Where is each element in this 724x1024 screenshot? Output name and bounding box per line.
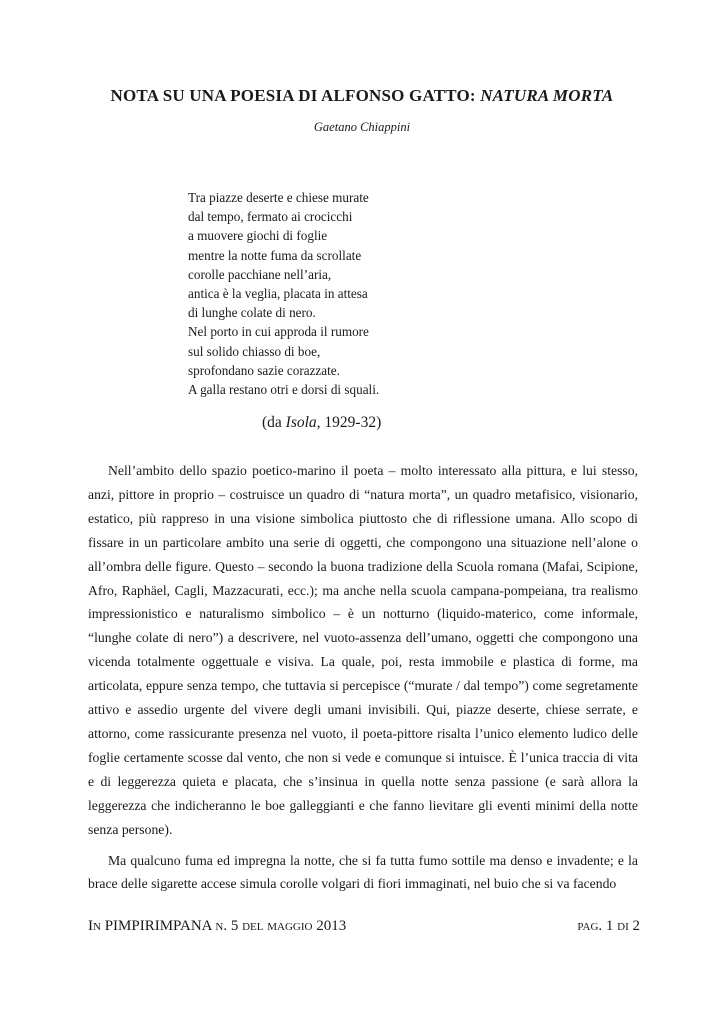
poem-line: Nel porto in cui approda il rumore: [188, 324, 369, 340]
author-name: Gaetano Chiappini: [313, 120, 411, 134]
page-footer: [88, 918, 640, 935]
document-title: [0, 86, 724, 106]
poem-source: [262, 414, 381, 432]
poem-line: mentre la notte fuma da scrollate: [188, 247, 362, 263]
poem-line: dal tempo, fermato ai crocicchi: [188, 209, 353, 225]
title-main: NOTA SU UNA POESIA DI ALFONSO GATTO:: [110, 86, 481, 105]
source-title: Isola: [285, 414, 317, 431]
poem-block: [188, 188, 508, 399]
poem-line: Tra piazze deserte e chiese murate: [188, 190, 369, 205]
title-italic: NATURA MORTA: [480, 86, 614, 105]
poem-line: antica è la veglia, placata in attesa: [188, 286, 368, 302]
source-prefix: (da: [262, 414, 286, 431]
poem-line: a muovere giochi di foglie: [188, 228, 328, 244]
poem-line: di lunghe colate di nero.: [188, 305, 316, 321]
footer-publication: In PIMPIRIMPANA n. 5 del maggio 2013: [88, 918, 347, 934]
poem-line: A galla restano otri e dorsi di squali.: [188, 382, 380, 398]
poem-line: sul solido chiasso di boe,: [188, 343, 321, 359]
poem-line: corolle pacchiane nell’aria,: [188, 266, 332, 282]
footer-page-number: pag. 1 di 2: [577, 918, 640, 934]
poem-line: sprofondano sazie corazzate.: [188, 362, 340, 378]
paragraph: Ma qualcuno fuma ed impregna la notte, che si fa tutta fumo sottile ma denso e invadente; e la brace delle sigarette accese simula corolle volgari di fiori immaginati, nel buio che si va facendo: [88, 852, 638, 892]
paragraph: Nell’ambito dello spazio poetico-marino il poeta – molto interessato alla pittura, e lui stesso, anzi, pittore in proprio – costruisce un quadro di “natura morta”, un quadro metafisico, visionario, estatico, più rappreso in una visione simbolica piuttosto che di riflessione umana. Allo scopo di fissare in un particolare ambito una serie di oggetti, che compongono una situazione nell’alone o all’ombra delle figure. Questo – secondo la buona tradizione della Scuola romana (Mafai, Scipione, Afro, Raphäel, Cagli, Mazzacurati, ecc.); ma anche nella scuola campana-pompeiana, tra realismo impressionistico e naturalismo simbolico – è un notturno (liquido-materico, come informale, “lunghe colate di nero”) a descrivere, nel vuoto-assenza dell’umano, oggetti che compongono una vicenda totalmente oggettuale e visiva. La quale, poi, resta immobile e plastica di forme, ma articolata, eppure senza tempo, che tuttavia si percepisce (“murate / dal tempo”) come segretamente attivo e assedio urgente del vivere degli umani invisibili. Qui, piazze deserte, chiese serrate, e attorno, come rassicurante presenza nel vuoto, il poeta-pittore risalta l’unico elemento ludico delle foglie certamente scosse dal vento, che non si vede e comunque si intuisce. È l’unica traccia di vita e di leggerezza quieta e placata, che s’insinua in quella notte senza passione (e sarà allora la leggerezza che indicheranno le boe galleggianti e che fanno lievitare gli eventi minimi della notte senza persone).: [88, 463, 638, 837]
source-suffix: , 1929-32): [316, 414, 382, 431]
essay-body: [88, 459, 638, 896]
